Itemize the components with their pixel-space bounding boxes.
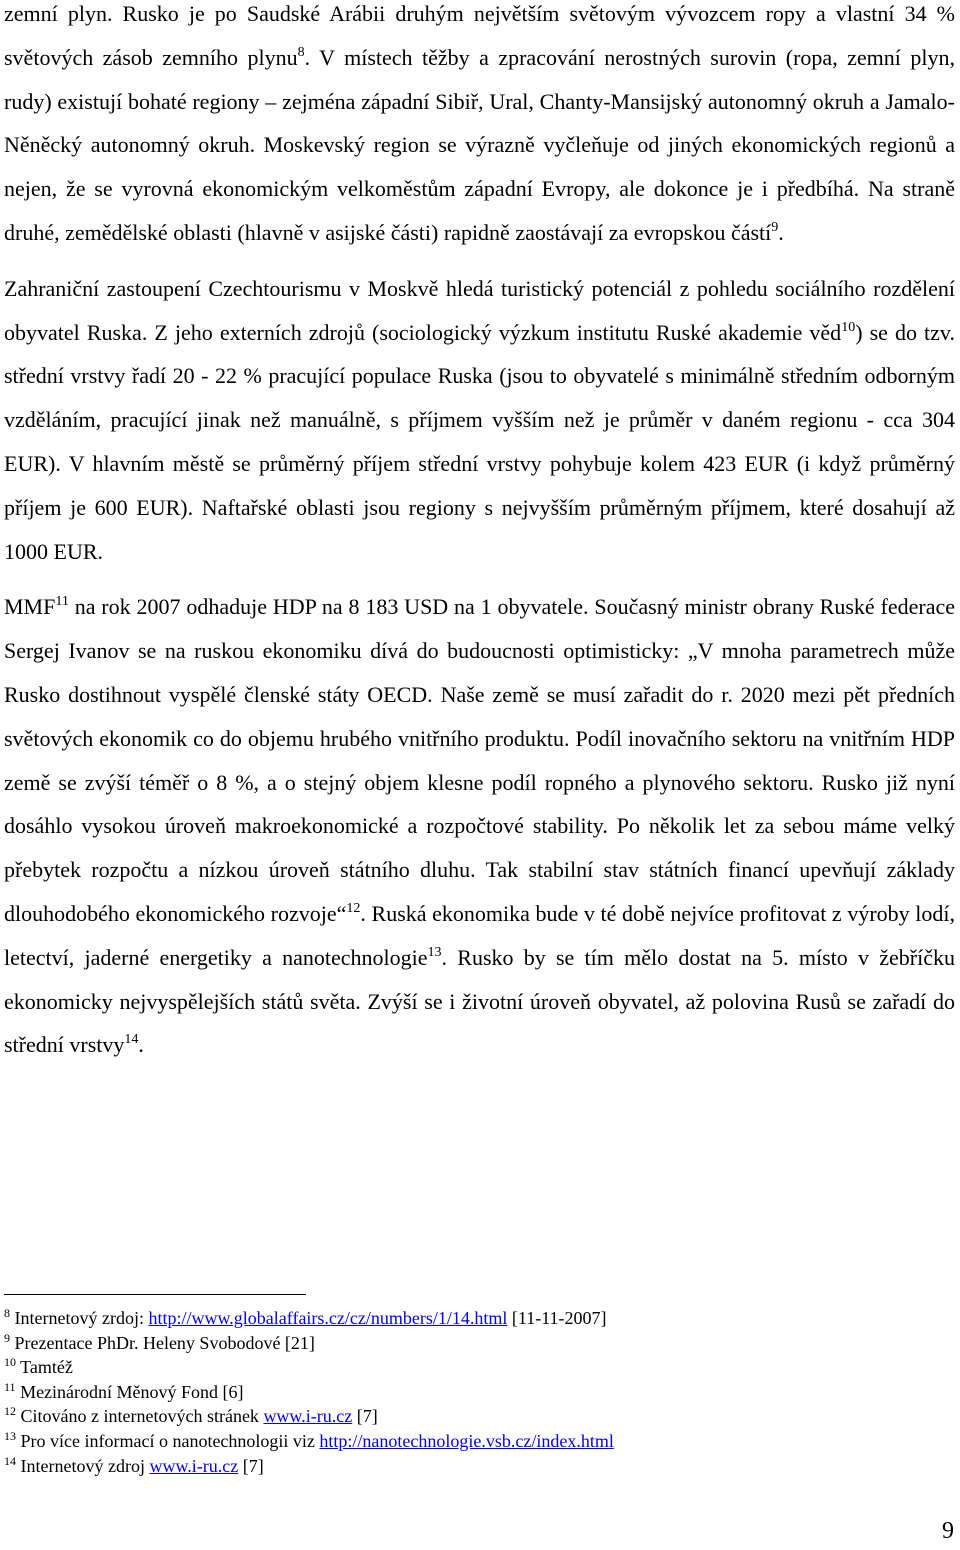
paragraph-text: . Ruská ekonomika bude v té době nejvíce profitovat z výroby lodí, letectví, jaderné energetiky a nanotechnologie <box>4 900 956 970</box>
footnote-text: Internetový zdroj <box>16 1455 150 1476</box>
paragraph-text: . <box>778 219 784 245</box>
footnote-number: 10 <box>4 1355 16 1370</box>
footnotes <box>4 1306 944 1478</box>
footnote-10 <box>4 1355 944 1380</box>
paragraph-text: zemní plyn. Rusko je po Saudské Arábii druhým největším světovým vývozcem ropy a vlastní 34 % světových zásob zemního plynu <box>4 1 955 70</box>
footnote-11 <box>4 1380 944 1405</box>
footnote-text: Pro více informací o nanotechnologii viz <box>16 1430 320 1451</box>
footnote-reference: 13 <box>427 944 442 960</box>
footnote-number: 14 <box>4 1453 16 1468</box>
footnote-text: Mezinárodní Měnový Fond [6] <box>15 1381 244 1402</box>
footnote-number: 8 <box>4 1306 10 1320</box>
footnote-reference: 9 <box>771 219 779 235</box>
footnote-link[interactable]: www.i-ru.cz <box>263 1406 353 1427</box>
footnote-reference: 12 <box>346 900 361 916</box>
footnote-text: [7] <box>352 1406 378 1427</box>
page-number: 9 <box>942 1518 954 1544</box>
footnote-8 <box>4 1306 944 1331</box>
footnote-link[interactable]: www.i-ru.cz <box>149 1455 239 1476</box>
footnote-text: [7] <box>238 1455 264 1476</box>
footnote-reference: 14 <box>124 1032 139 1048</box>
paragraph-text: . <box>138 1032 144 1058</box>
footnote-text: Tamtéž <box>16 1357 73 1378</box>
footnote-link[interactable]: http://nanotechnologie.vsb.cz/index.html <box>319 1430 614 1451</box>
footnote-separator <box>4 1294 306 1295</box>
paragraph-text: . V místech těžby a zpracování nerostných surovin (ropa, zemní plyn, rudy) existují bohaté regiony – zejména západní Sibiř, Ural, Chanty-Mansijský autonomný okruh a Jamalo-Něněcký autonomný okruh. Moskevský region se výrazně vyčleňuje od jiných ekonomických regionů a nejen, že se vyrovná ekonomickým velkoměstům západní Evropy, ale dokonce je i předbíhá. Na straně druhé, zemědělské oblasti (hlavně v asijské části) rapidně zaostávají za evropskou částí <box>4 44 955 245</box>
footnote-number: 13 <box>4 1428 16 1443</box>
footnote-text: Prezentace PhDr. Heleny Svobodové [21] <box>10 1332 315 1353</box>
footnote-text: Internetový zrdoj: <box>10 1308 149 1328</box>
footnote-number: 9 <box>4 1330 10 1345</box>
paragraph-3 <box>4 585 955 1067</box>
footnote-13 <box>4 1429 944 1454</box>
document-body <box>4 0 955 1067</box>
paragraph-1 <box>4 0 955 255</box>
footnote-reference: 10 <box>841 319 856 335</box>
footnote-link[interactable]: http://www.globalaffairs.cz/cz/numbers/1/14.html <box>148 1308 508 1328</box>
paragraph-2 <box>4 267 955 574</box>
footnote-14 <box>4 1454 944 1479</box>
footnote-number: 11 <box>4 1379 16 1394</box>
paragraph-text: . Rusko by se tím mělo dostat na 5. místo v žebříčku ekonomicky nejvyspělejších států světa. Zvýší se i životní úroveň obyvatel, až polovina Rusů se zařadí do střední vrstvy <box>4 944 955 1058</box>
paragraph-text: na rok 2007 odhaduje HDP na 8 183 USD na 1 obyvatele. Současný ministr obrany Ruské federace Sergej Ivanov se na ruskou ekonomiku dívá do budoucnosti optimisticky: „V mnoha parametrech může Rusko dostihnout vyspělé členské státy OECD. Naše země se musí zařadit do r. 2020 mezi pět předních světových ekonomik co do objemu hrubého vnitřního produktu. Podíl inovačního sektoru na vnitřním HDP země se zvýší téměř o 8 %, a o stejný objem klesne podíl ropného a plynového sektoru. Rusko již nyní dosáhlo vysokou úroveň makroekonomické a rozpočtové stability. Po několik let za sebou máme velký přebytek rozpočtu a nízkou úroveň státního dluhu. Tak stabilní stav státních financí upevňují základy dlouhodobého ekonomického rozvoje“ <box>4 594 955 926</box>
footnote-9 <box>4 1331 944 1356</box>
footnote-12 <box>4 1404 944 1429</box>
paragraph-text: MMF <box>4 594 56 620</box>
footnote-text: Citováno z internetových stránek <box>16 1406 264 1427</box>
footnote-reference: 11 <box>55 594 69 610</box>
footnote-reference: 8 <box>297 44 305 60</box>
paragraph-text: ) se do tzv. střední vrstvy řadí 20 - 22 % pracující populace Ruska (jsou to obyvatelé s minimálně středním odborným vzděláním, pracující jinak než manuálně, s příjmem vyšším než je průměr v daném regionu - cca 304 EUR). V hlavním městě se průměrný příjem střední vrstvy pohybuje kolem 423 EUR (i když průměrný příjem je 600 EUR). Naftařské oblasti jsou regiony s nejvyšším průměrným příjmem, které dosahují až 1000 EUR. <box>4 319 955 564</box>
footnote-number: 12 <box>4 1404 16 1419</box>
paragraph-text: Zahraniční zastoupení Czechtourismu v Moskvě hledá turistický potenciál z pohledu sociálního rozdělení obyvatel Ruska. Z jeho externích zdrojů (sociologický výzkum institutu Ruské akademie věd <box>4 275 955 345</box>
footnote-text: [11-11-2007] <box>507 1308 607 1328</box>
